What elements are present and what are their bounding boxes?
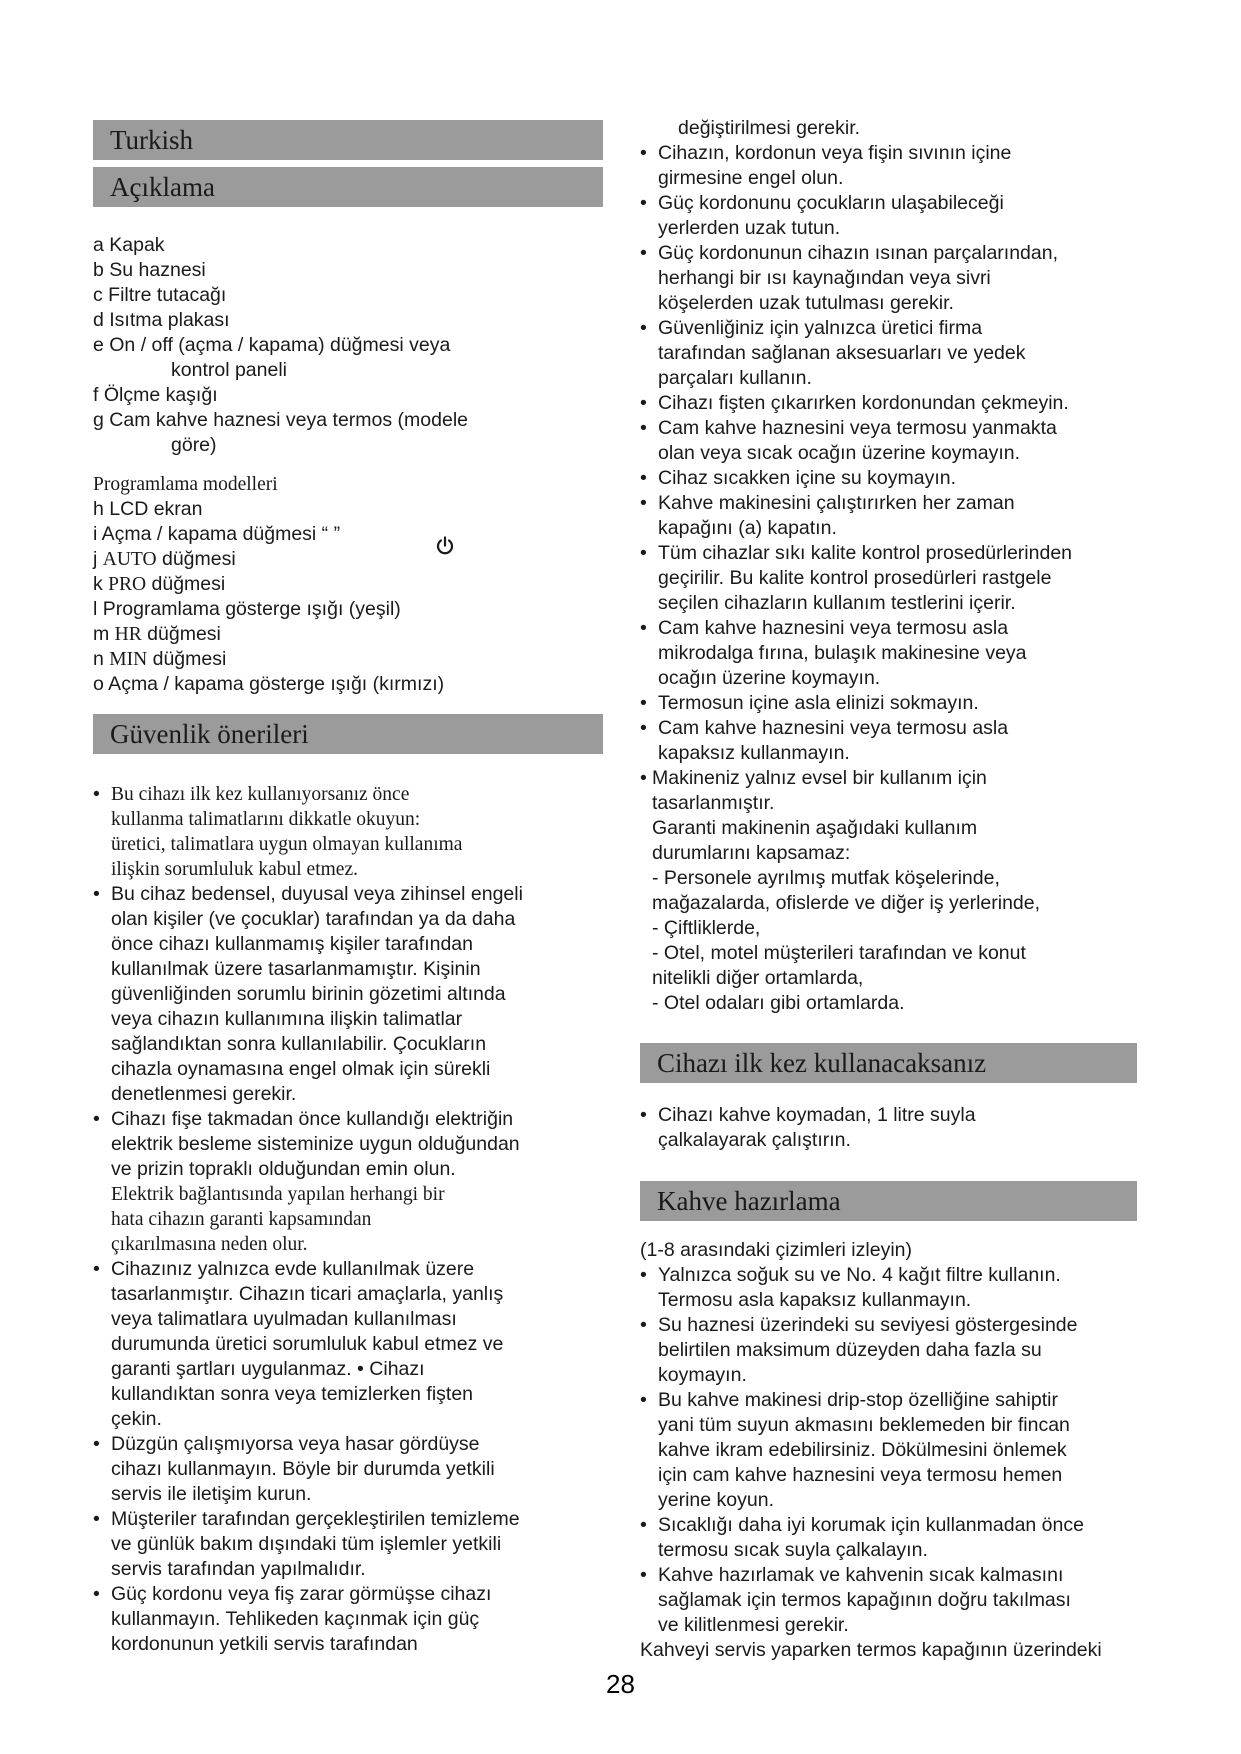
coffee-list — [640, 1263, 1185, 1638]
last-line: Kahveyi servis yaparken termos kapağının üzerindeki — [640, 1639, 1102, 1661]
coffee-heading: Kahve hazırlama — [640, 1181, 1137, 1221]
safety-item: • Bu cihaz bedensel, duyusal veya zihinsel engeli olan kişiler (ve çocuklar) tarafından ya da daha önce cihazı kullanmamış kişiler tarafından kullanılmak üzere tasarlanmamıştır. Kişinin güvenliğinden sorumlu birinin gözetimi altında veya cihazın kullanımına ilişkin talimatlar sağlandıktan sonra kullanılabilir. Çocukların cihazla oynamasına engel olmak için sürekli denetlenmesi gerekir. — [93, 882, 603, 1107]
safety-item: • Cihazın, kordonun veya fişin sıvının içine girmesine engel olun. — [640, 141, 1185, 191]
left-column — [93, 120, 603, 1657]
component-item: b Su haznesi — [93, 259, 206, 281]
prog-item: h LCD ekran — [93, 498, 203, 520]
safety-item: • Cam kahve haznesini veya termosu yanmakta olan veya sıcak ocağın üzerine koymayın. — [640, 416, 1185, 466]
household-use-item: • Makineniz yalnız evsel bir kullanım için tasarlanmıştır. Garanti makinenin aşağıdaki kullanım durumlarını kapsamaz: - Personele ayrılmış mutfak köşelerinde, mağazalarda, ofislerde ve diğer iş yerlerinde, - Çiftliklerde, - Otel, motel müşterileri tarafından ve konut nitelikli diğer ortamlarda, - Otel odaları gibi ortamlarda. — [640, 766, 1185, 1016]
safety-item: • Güvenliğiniz için yalnızca üretici firma tarafından sağlanan aksesuarları ve yedek parçaları kullanın. — [640, 316, 1185, 391]
safety-item: • Cihaz sıcakken içine su koymayın. — [640, 466, 1185, 491]
safety-item: • Müşteriler tarafından gerçekleştirilen temizleme ve günlük bakım dışındaki tüm işlemler yetkili servis tarafından yapılmalıdır. — [93, 1507, 603, 1582]
coffee-item: • Yalnızca soğuk su ve No. 4 kağıt filtre kullanın. Termosu asla kapaksız kullanmayın. — [640, 1263, 1185, 1313]
component-item: f Ölçme kaşığı — [93, 384, 218, 406]
component-list — [93, 233, 603, 458]
safety-item: • Bu cihazı ilk kez kullanıyorsanız önce kullanma talimatlarını dikkatle okuyun: üretici, talimatlara uygun olmayan kullanıma ilişkin sorumluluk kabul etmez. — [93, 782, 603, 882]
language-heading: Turkish — [93, 120, 603, 160]
component-item: g Cam kahve haznesi veya termos (modele — [93, 409, 469, 431]
component-item: e On / off (açma / kapama) düğmesi veya — [93, 334, 451, 356]
prog-item: m HR düğmesi — [93, 623, 221, 645]
prog-item: o Açma / kapama gösterge ışığı (kırmızı) — [93, 673, 445, 695]
safety-item: • Tüm cihazlar sıkı kalite kontrol prosedürlerinden geçirilir. Bu kalite kontrol prosedürleri rastgele seçilen cihazların kullanım testlerini içerir. — [640, 541, 1185, 616]
safety-item: • Cam kahve haznesini veya termosu asla mikrodalga fırına, bulaşık makinesine veya ocağın üzerine koymayın. — [640, 616, 1185, 691]
coffee-item: • Bu kahve makinesi drip-stop özelliğine sahiptir yani tüm suyun akmasını beklemeden bir fincan kahve ikram edebilirsiniz. Dökülmesini önlemek için cam kahve haznesini veya termosu hemen yerine koyun. — [640, 1388, 1185, 1513]
safety-item: • Cihazınız yalnızca evde kullanılmak üzere tasarlanmıştır. Cihazın ticari amaçlarla, yanlış veya talimatlara uyulmadan kullanılması durumunda üretici sorumluluk kabul etmez ve garanti şartları uygulanmaz. • Cihazı kullandıktan sonra veya temizlerken fişten çekin. — [93, 1257, 603, 1432]
safety-list — [93, 782, 603, 1657]
description-heading: Açıklama — [93, 167, 603, 207]
right-column — [640, 116, 1185, 1663]
safety-item: • Güç kordonunun cihazın ısınan parçalarından, herhangi bir ısı kaynağından veya sivri köşelerden uzak tutulması gerekir. — [640, 241, 1185, 316]
prog-item: i Açma / kapama düğmesi “ ” — [93, 523, 341, 545]
continuation-line: değiştirilmesi gerekir. — [678, 117, 861, 139]
page-number: 28 — [606, 1669, 635, 1699]
safety-list-continued — [640, 141, 1185, 1016]
prog-item: j AUTO düğmesi — [93, 548, 236, 570]
safety-item: • Kahve makinesini çalıştırırken her zaman kapağını (a) kapatın. — [640, 491, 1185, 541]
component-item: a Kapak — [93, 234, 165, 256]
safety-item: • Cam kahve haznesini veya termosu asla kapaksız kullanmayın. — [640, 716, 1185, 766]
prog-item: n MIN düğmesi — [93, 648, 227, 670]
safety-item: • Düzgün çalışmıyorsa veya hasar gördüyse cihazı kullanmayın. Böyle bir durumda yetkili servis ile iletişim kurun. — [93, 1432, 603, 1507]
programming-list — [93, 497, 603, 697]
first-use-list — [640, 1103, 1185, 1153]
coffee-item: • Sıcaklığı daha iyi korumak için kullanmadan önce termosu sıcak suyla çalkalayın. — [640, 1513, 1185, 1563]
safety-item: • Termosun içine asla elinizi sokmayın. — [640, 691, 1185, 716]
safety-heading: Güvenlik önerileri — [93, 714, 603, 754]
component-item: d Isıtma plakası — [93, 309, 230, 331]
component-item: c Filtre tutacağı — [93, 284, 227, 306]
coffee-item: • Su haznesi üzerindeki su seviyesi göstergesinde belirtilen maksimum düzeyden daha fazla su koymayın. — [640, 1313, 1185, 1388]
first-use-heading: Cihazı ilk kez kullanacaksanız — [640, 1043, 1137, 1083]
component-item-cont: kontrol paneli — [171, 359, 287, 381]
programming-models-title: Programlama modelleri — [93, 474, 278, 495]
first-use-item: • Cihazı kahve koymadan, 1 litre suyla çalkalayarak çalıştırın. — [640, 1103, 1185, 1153]
safety-item: • Cihazı fişe takmadan önce kullandığı elektriğin elektrik besleme sisteminize uygun olduğundan ve prizin topraklı olduğundan emin olun. Elektrik bağlantısında yapılan herhangi bir hata cihazın garanti kapsamından çıkarılmasına neden olur. — [93, 1107, 603, 1257]
coffee-item: • Kahve hazırlamak ve kahvenin sıcak kalmasını sağlamak için termos kapağının doğru takılması ve kilitlenmesi gerekir. — [640, 1563, 1185, 1638]
coffee-intro: (1-8 arasındaki çizimleri izleyin) — [640, 1239, 912, 1261]
prog-item: l Programlama gösterge ışığı (yeşil) — [93, 598, 401, 620]
component-item-cont: göre) — [171, 434, 217, 456]
safety-item: • Cihazı fişten çıkarırken kordonundan çekmeyin. — [640, 391, 1185, 416]
safety-item: • Güç kordonu veya fiş zarar görmüşse cihazı kullanmayın. Tehlikeden kaçınmak için güç kordonunun yetkili servis tarafından — [93, 1582, 603, 1657]
prog-item: k PRO düğmesi — [93, 573, 226, 595]
power-icon — [435, 536, 455, 556]
safety-item: • Güç kordonunu çocukların ulaşabileceği yerlerden uzak tutun. — [640, 191, 1185, 241]
